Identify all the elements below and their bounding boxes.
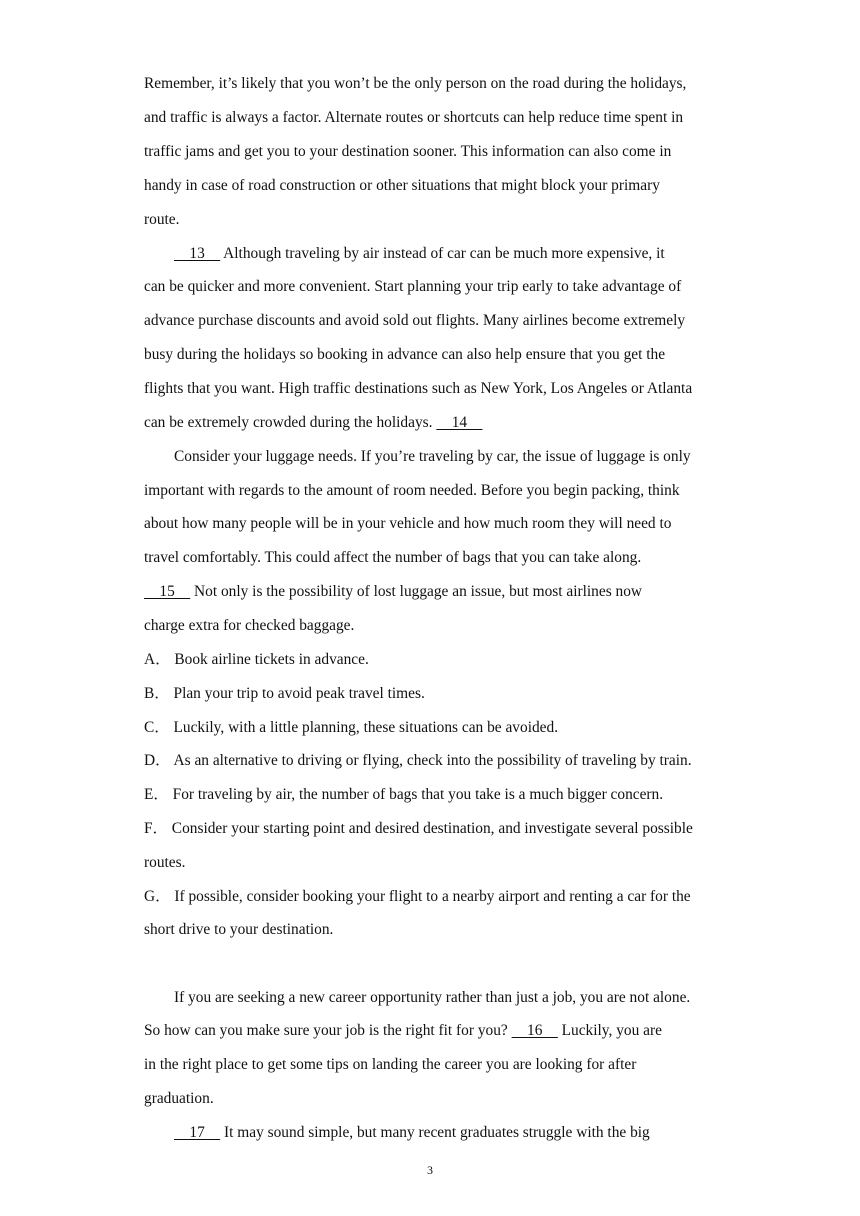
blank-15[interactable]: 15: [144, 583, 191, 600]
blank-14[interactable]: 14: [436, 414, 483, 431]
blank-16[interactable]: 16: [511, 1022, 558, 1039]
passage2-p1-line2-text: So how can you make sure your job is the right fit for you?: [144, 1022, 512, 1039]
option-a: A． Book airline tickets in advance.: [144, 651, 369, 668]
option-d: D． As an alternative to driving or flying, check into the possibility of traveling by train.: [144, 752, 692, 769]
passage1-p1-line1: Remember, it’s likely that you won’t be the only person on the road during the holidays,: [144, 75, 687, 92]
passage1-p3-line3: about how many people will be in your vehicle and how much room they will need to: [144, 515, 672, 532]
passage1-p2-line5: flights that you want. High traffic destinations such as New York, Los Angeles or Atlanta: [144, 380, 693, 397]
passage1-p2-line1-text: Although traveling by air instead of car can be much more expensive, it: [220, 245, 665, 262]
option-g: G． If possible, consider booking your flight to a nearby airport and renting a car for the: [144, 888, 691, 905]
option-f: F． Consider your starting point and desired destination, and investigate several possible: [144, 820, 693, 837]
passage1-p2-line6: [144, 413, 483, 433]
passage1-p2-line6-text: can be extremely crowded during the holidays.: [144, 414, 437, 431]
passage1-p3-line5: [144, 582, 642, 602]
option-b: B． Plan your trip to avoid peak travel times.: [144, 685, 425, 702]
passage2-p1-line3: in the right place to get some tips on landing the career you are looking for after: [144, 1056, 637, 1073]
blank-13[interactable]: 13: [174, 245, 221, 262]
passage1-p1-line4: handy in case of road construction or other situations that might block your primary: [144, 177, 660, 194]
passage1-p1-line5: route.: [144, 211, 180, 228]
page-number: 3: [427, 1163, 433, 1177]
passage2-p1-line2: [144, 1021, 662, 1041]
passage1-p3-line6: charge extra for checked baggage.: [144, 617, 355, 634]
passage1-p3-line5-text: Not only is the possibility of lost luggage an issue, but most airlines now: [190, 583, 643, 600]
passage1-p3-line2: important with regards to the amount of room needed. Before you begin packing, think: [144, 482, 680, 499]
passage2-p1-line4: graduation.: [144, 1090, 214, 1107]
passage2-p1-line2-tail: Luckily, you are: [557, 1022, 662, 1039]
passage2-p1-line1: If you are seeking a new career opportunity rather than just a job, you are not alone.: [174, 989, 691, 1006]
passage1-p1-line3: traffic jams and get you to your destination sooner. This information can also come in: [144, 143, 672, 160]
passage1-p3-line1: Consider your luggage needs. If you’re traveling by car, the issue of luggage is only: [174, 448, 691, 465]
option-g-continued: short drive to your destination.: [144, 921, 334, 938]
passage1-p2-line3: advance purchase discounts and avoid sold out flights. Many airlines become extremely: [144, 312, 686, 329]
option-f-continued: routes.: [144, 854, 186, 871]
passage1-p2-line4: busy during the holidays so booking in advance can also help ensure that you get the: [144, 346, 666, 363]
passage2-p2-line1-text: It may sound simple, but many recent graduates struggle with the big: [220, 1124, 650, 1141]
passage1-p2-line1: [174, 244, 665, 264]
option-c: C． Luckily, with a little planning, these situations can be avoided.: [144, 719, 559, 736]
blank-17[interactable]: 17: [174, 1124, 221, 1141]
passage1-p1-line2: and traffic is always a factor. Alternate routes or shortcuts can help reduce time spent in: [144, 109, 684, 126]
passage2-p2-line1: [174, 1123, 650, 1143]
passage1-p2-line2: can be quicker and more convenient. Start planning your trip early to take advantage of: [144, 278, 682, 295]
passage1-p3-line4: travel comfortably. This could affect the number of bags that you can take along.: [144, 549, 642, 566]
option-e: E． For traveling by air, the number of bags that you take is a much bigger concern.: [144, 786, 664, 803]
